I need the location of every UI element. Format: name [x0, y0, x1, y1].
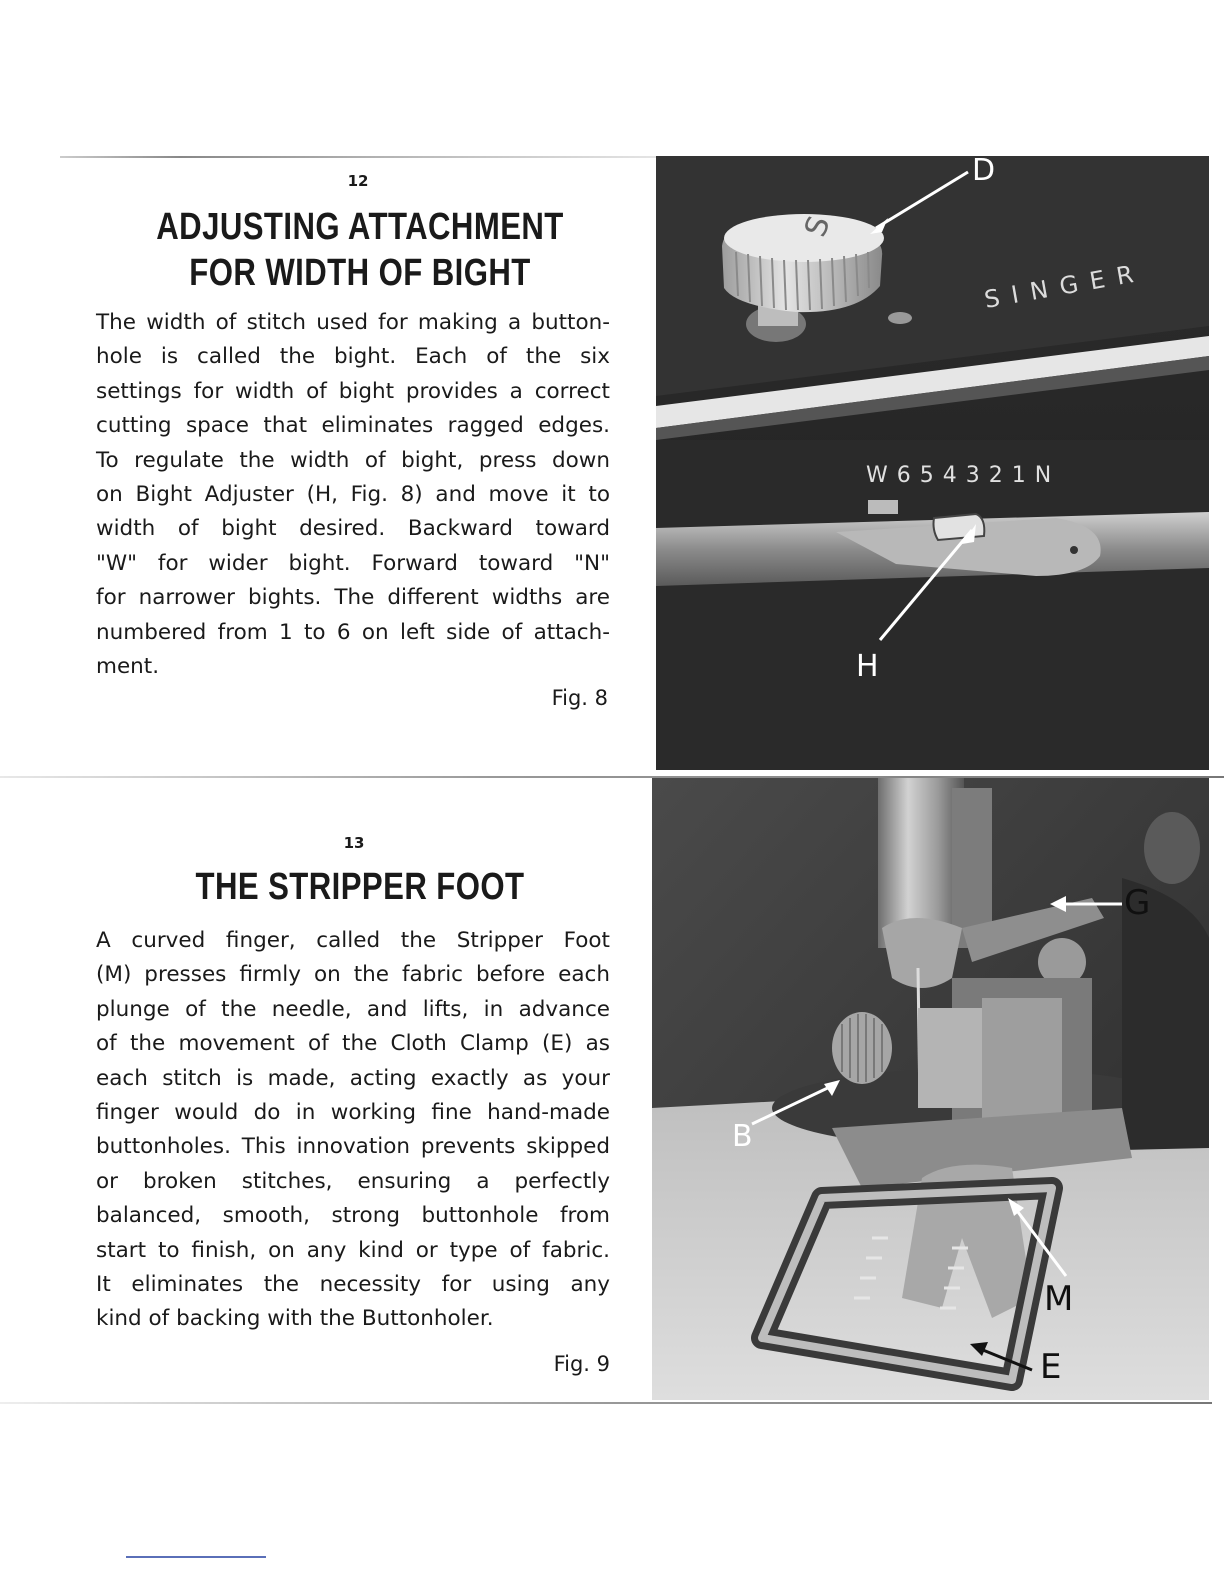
body-line: on Bight Adjuster (H, Fig. 8) and move it to: [96, 482, 610, 508]
body-line: (M) presses firmly on the fabric before each: [96, 962, 610, 988]
body-line: buttonholes. This innovation prevents skipped: [96, 1134, 610, 1160]
body-line: "W" for wider bight. Forward toward "N": [96, 550, 610, 576]
page-number-12: 12: [347, 172, 369, 190]
page-number-13: 13: [343, 834, 365, 852]
body-line: for narrower bights. The different widths are: [96, 585, 610, 611]
body-line: start to finish, on any kind or type of fabric.: [96, 1237, 610, 1263]
body-line: finger would do in working fine hand-made: [96, 1100, 610, 1126]
figure-9-label: Fig. 9: [553, 1352, 610, 1376]
label-d: D: [972, 156, 996, 188]
figure-8-photo: [656, 156, 1209, 770]
brand-logo: SINGER: [982, 258, 1148, 314]
knob-letter: S: [798, 211, 838, 242]
label-h: H: [856, 649, 879, 684]
section-12-body: [96, 306, 610, 684]
body-line: To regulate the width of bight, press down: [96, 447, 610, 473]
label-b: B: [732, 1119, 753, 1154]
knob-b: [832, 1012, 892, 1084]
body-line: ment.: [96, 654, 160, 680]
body-line: numbered from 1 to 6 on left side of attach-: [96, 619, 610, 645]
label-m: M: [1044, 1279, 1074, 1319]
top-rule: [60, 156, 660, 158]
body-line: The width of stitch used for making a button-: [96, 310, 610, 335]
body-line: of the movement of the Cloth Clamp (E) as: [96, 1031, 610, 1057]
body-line: width of bight desired. Backward toward: [96, 516, 610, 542]
section-13-body: [96, 924, 610, 1337]
bottom-rule: [0, 1402, 1212, 1404]
figure-9-photo: [652, 778, 1209, 1400]
label-e: E: [1040, 1347, 1062, 1387]
body-line: or broken stitches, ensuring a perfectly: [96, 1168, 610, 1194]
figure-8-label: Fig. 8: [551, 686, 608, 710]
figure-9-illustration: [652, 778, 1209, 1400]
body-line: hole is called the bight. Each of the six: [96, 344, 610, 370]
body-line: kind of backing with the Buttonholer.: [96, 1306, 494, 1332]
section-12-title-line2: FOR WIDTH OF BIGHT: [189, 252, 531, 294]
bottom-line-mark: [126, 1556, 266, 1558]
label-g: G: [1124, 883, 1151, 923]
body-line: It eliminates the necessity for using any: [96, 1272, 610, 1298]
section-12-title-line1: ADJUSTING ATTACHMENT: [156, 206, 564, 248]
section-13-title: THE STRIPPER FOOT: [195, 866, 525, 908]
body-line: cutting space that eliminates ragged edges.: [96, 413, 610, 439]
bight-scale: W 6 5 4 3 2 1 N: [866, 463, 1053, 488]
body-line: plunge of the needle, and lifts, in advance: [96, 996, 610, 1022]
bight-adjuster: [934, 514, 985, 540]
body-line: balanced, smooth, strong buttonhole from: [96, 1203, 610, 1229]
body-line: settings for width of bight provides a correct: [96, 378, 610, 404]
body-line: each stitch is made, acting exactly as your: [96, 1065, 610, 1091]
body-line: A curved finger, called the Stripper Foot: [96, 928, 610, 953]
figure-8-illustration: [656, 156, 1209, 770]
